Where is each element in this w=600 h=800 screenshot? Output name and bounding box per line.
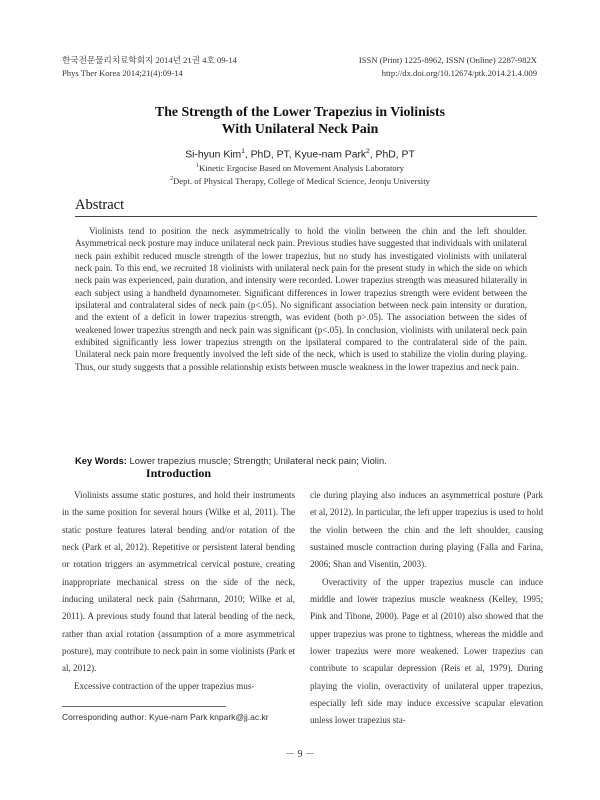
affiliation-1-mark: 1 xyxy=(196,163,200,170)
page-number: － 9 － xyxy=(285,749,315,760)
affiliation-2-text: Dept. of Physical Therapy, College of Medical Science, Jeonju University xyxy=(173,176,430,186)
author-2-degrees: , PhD, PT xyxy=(369,149,415,161)
left-column xyxy=(62,466,295,695)
affiliation-2-mark: 2 xyxy=(170,176,174,183)
keywords-list: Lower trapezius muscle; Strength; Unilateral neck pain; Violin. xyxy=(126,455,387,466)
affiliation-2 xyxy=(0,176,600,186)
author-1-affil-mark: 1 xyxy=(241,148,245,155)
title-line-1: The Strength of the Lower Trapezius in Violinists xyxy=(155,104,445,119)
abstract-body: Violinists tend to position the neck asymmetrically to hold the violin between the chin and the left shoulder. Asymmetrical neck posture may induce unilateral neck pain. Previous studies have suggested that individuals with unilateral neck pain exhibit reduced muscle strength of the lower trapezius, but no study has investigated violinists with unilateral neck pain. To this end, we recruited 18 violinists with unilateral neck pain for the present study in which the side on which neck pain was experienced, pain duration, and intensity were recorded. Lower trapezius strength was measured bilaterally in each subject using a handheld dynamometer. Significant differences in lower trapezius strength were evident between the ipsilateral and contralateral sides of neck pain (p<.05). No significant association between neck pain intensity or duration, and the extent of a deficit in lower trapezius strength, was evident (both p>.05). The association between the sides of weakened lower trapezius strength and neck pain was significant (p<.05). In conclusion, violinists with unilateral neck pain exhibited significantly less lower trapezius strength on the ipsilateral compared to the contralateral side of the pain. Unilateral neck pain more frequently involved the left side of the neck, which is used to stabilize the violin during playing. Thus, our study suggests that a possible relationship exists between muscle weakness in the lower trapezius and neck pain. xyxy=(75,226,527,372)
author-list xyxy=(0,148,600,160)
abstract-divider xyxy=(75,216,537,217)
abstract-heading: Abstract xyxy=(75,197,125,213)
title-line-2: With Unilateral Neck Pain xyxy=(221,121,379,136)
intro-paragraph-2: Excessive contraction of the upper trapezius mus- xyxy=(74,680,255,691)
doi-link[interactable]: http://dx.doi.org/10.12674/ptk.2014.21.4.009 xyxy=(381,67,537,78)
author-1-name: Si-hyun Kim xyxy=(185,149,242,161)
affiliation-1 xyxy=(0,163,600,173)
journal-citation: Phys Ther Korea 2014;21(4):09-14 xyxy=(62,67,183,78)
author-2-name: Kyue-nam Park xyxy=(294,149,367,161)
introduction-heading: Introduction xyxy=(145,466,212,480)
keywords-label: Key Words: xyxy=(75,455,127,466)
issn-line: ISSN (Print) 1225-8962, ISSN (Online) 2287-982X xyxy=(358,55,537,65)
intro-paragraph-2-continued: cle during playing also induces an asymmetrical posture (Park et al, 2012). In particular, the left upper trapezius is used to hold the violin between the chin and the left shoulder, causing sustained muscle contraction during playing (Falla and Farina, 2006; Shan and Visentin, 2003). xyxy=(310,490,543,570)
intro-paragraph-1: Violinists assume static postures, and hold their instruments in the same position for several hours (Wilke et al, 2011). The static posture features lateral bending and/or rotation of the neck (Park et al, 2012). Repetitive or persistent lateral bending or rotation triggers an asymmetrical cervical posture, creating inappropriate mechanical stress on the side of the neck, inducing unilateral neck pain (Sahrmann, 2010; Wilke et al, 2011). A previous study found that lateral bending of the neck, rather than axial rotation (assumption of a more asymmetrical posture), may contribute to neck pain in some violinists (Park et al, 2012). xyxy=(62,490,295,674)
running-header-left xyxy=(62,54,237,79)
paper-title xyxy=(0,103,600,137)
right-column xyxy=(310,487,543,730)
affiliation-1-text: Kinetic Ergocise Based on Movement Analysis Laboratory xyxy=(199,163,404,173)
footnote-divider xyxy=(62,706,226,707)
running-header-right xyxy=(359,54,537,79)
author-1-degrees: , PhD, PT, xyxy=(244,149,295,161)
corresponding-author-footnote: Corresponding author: Kyue-nam Park knpark@jj.ac.kr xyxy=(62,712,269,722)
intro-paragraph-3: Overactivity of the upper trapezius muscle can induce middle and lower trapezius muscle weakness (Kelley, 1995; Pink and Tibone, 2000). Page et al (2010) also showed that the upper trapezius was prone to tightness, whereas the middle and lower trapezius were more weakened. Lower trapezius can contribute to scapular depression (Reis et al, 1979). During playing the violin, overactivity of unilateral upper trapezius, especially left side may induce excessive scapular elevation unless lower trapezius sta- xyxy=(310,576,543,726)
author-2-affil-mark: 2 xyxy=(366,148,370,155)
journal-korean-citation: 한국전문물리치료학회지 2014년 21권 4호 09-14 xyxy=(62,55,237,65)
